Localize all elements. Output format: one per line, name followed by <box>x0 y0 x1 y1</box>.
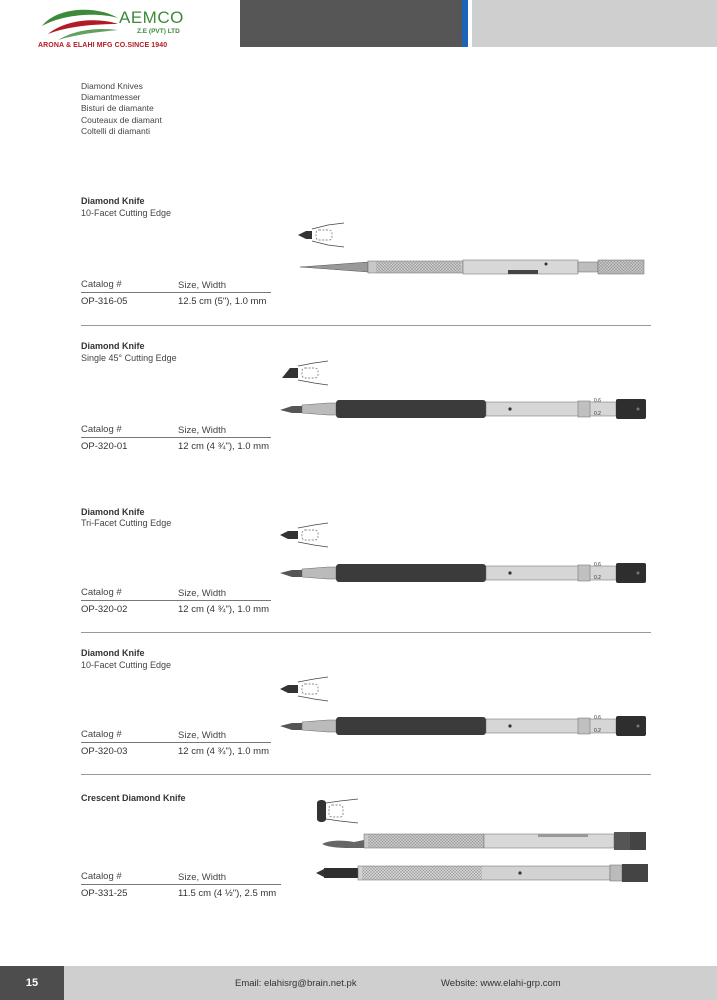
header-dark-bar <box>240 0 462 47</box>
product-subtitle: 10-Facet Cutting Edge <box>81 660 172 670</box>
knife-illustration <box>318 828 650 854</box>
product-title: Crescent Diamond Knife <box>81 793 186 803</box>
product-title: Diamond Knife <box>81 507 145 517</box>
size-header: Size, Width <box>178 280 227 291</box>
intro-line: Bisturi de diamante <box>81 103 154 114</box>
size-header: Size, Width <box>178 872 227 883</box>
knife-illustration <box>314 860 650 886</box>
knife-mark: 0.6 <box>594 562 601 568</box>
header-accent-bar <box>462 0 468 47</box>
catalog-header: Catalog # <box>81 279 122 290</box>
blade-tip-diagram <box>278 360 333 386</box>
knife-mark: 0.6 <box>594 715 601 721</box>
intro-line: Coltelli di diamanti <box>81 125 150 136</box>
catalog-number: OP-316-05 <box>81 296 128 307</box>
knife-mark: 0.6 <box>594 398 601 404</box>
catalog-header: Catalog # <box>81 729 122 740</box>
brand-subtitle: Z.E (PVT) LTD <box>137 28 180 35</box>
size-value: 12 cm (4 ¾"), 1.0 mm <box>178 441 270 452</box>
catalog-number: OP-331-25 <box>81 888 128 899</box>
product-subtitle: Tri-Facet Cutting Edge <box>81 518 172 528</box>
company-tagline: ARONA & ELAHI MFG CO.SINCE 1940 <box>38 42 168 49</box>
catalog-header: Catalog # <box>81 587 122 598</box>
size-value: 11.5 cm (4 ½"), 2.5 mm <box>178 888 277 899</box>
section-divider <box>81 774 651 775</box>
footer-bar <box>0 966 717 1000</box>
catalog-number: OP-320-01 <box>81 441 128 452</box>
section-divider <box>81 325 651 326</box>
size-header: Size, Width <box>178 425 227 436</box>
table-rule <box>81 437 271 438</box>
knife-illustration <box>278 396 650 422</box>
intro-line: Diamantmesser <box>81 92 141 103</box>
blade-tip-diagram <box>314 797 364 825</box>
size-header: Size, Width <box>178 588 227 599</box>
size-value: 12.5 cm (5"), 1.0 mm <box>178 296 267 307</box>
footer-website[interactable]: Website: www.elahi-grp.com <box>441 978 561 989</box>
knife-mark: 0.2 <box>594 728 601 734</box>
knife-illustration <box>278 713 650 739</box>
blade-tip-diagram <box>278 522 333 548</box>
product-title: Diamond Knife <box>81 196 145 206</box>
knife-illustration <box>298 254 650 280</box>
product-subtitle: 10-Facet Cutting Edge <box>81 208 172 218</box>
knife-mark: 0.2 <box>594 411 601 417</box>
product-title: Diamond Knife <box>81 341 145 351</box>
intro-line: Diamond Knives <box>81 81 143 91</box>
knife-illustration <box>278 560 650 586</box>
catalog-header: Catalog # <box>81 424 122 435</box>
size-header: Size, Width <box>178 730 227 741</box>
catalog-number: OP-320-03 <box>81 746 128 757</box>
size-value: 12 cm (4 ¾"), 1.0 mm <box>178 604 270 615</box>
table-rule <box>81 742 271 743</box>
section-divider <box>81 632 651 633</box>
catalog-header: Catalog # <box>81 871 122 882</box>
blade-tip-diagram <box>278 676 333 702</box>
blade-tip-diagram <box>296 222 351 248</box>
table-rule <box>81 292 271 293</box>
intro-line: Couteaux de diamant <box>81 114 162 125</box>
product-subtitle: Single 45° Cutting Edge <box>81 353 177 363</box>
size-value: 12 cm (4 ¾"), 1.0 mm <box>178 746 270 757</box>
table-rule <box>81 884 281 885</box>
header-light-bar <box>472 0 717 47</box>
catalog-number: OP-320-02 <box>81 604 128 615</box>
intro-translations <box>81 81 162 137</box>
knife-mark: 0.2 <box>594 575 601 581</box>
product-title: Diamond Knife <box>81 648 145 658</box>
brand-name: AEMCO <box>119 8 184 27</box>
table-rule <box>81 600 271 601</box>
page-number: 15 <box>0 966 64 1000</box>
footer-email[interactable]: Email: elahisrg@brain.net.pk <box>235 978 357 989</box>
